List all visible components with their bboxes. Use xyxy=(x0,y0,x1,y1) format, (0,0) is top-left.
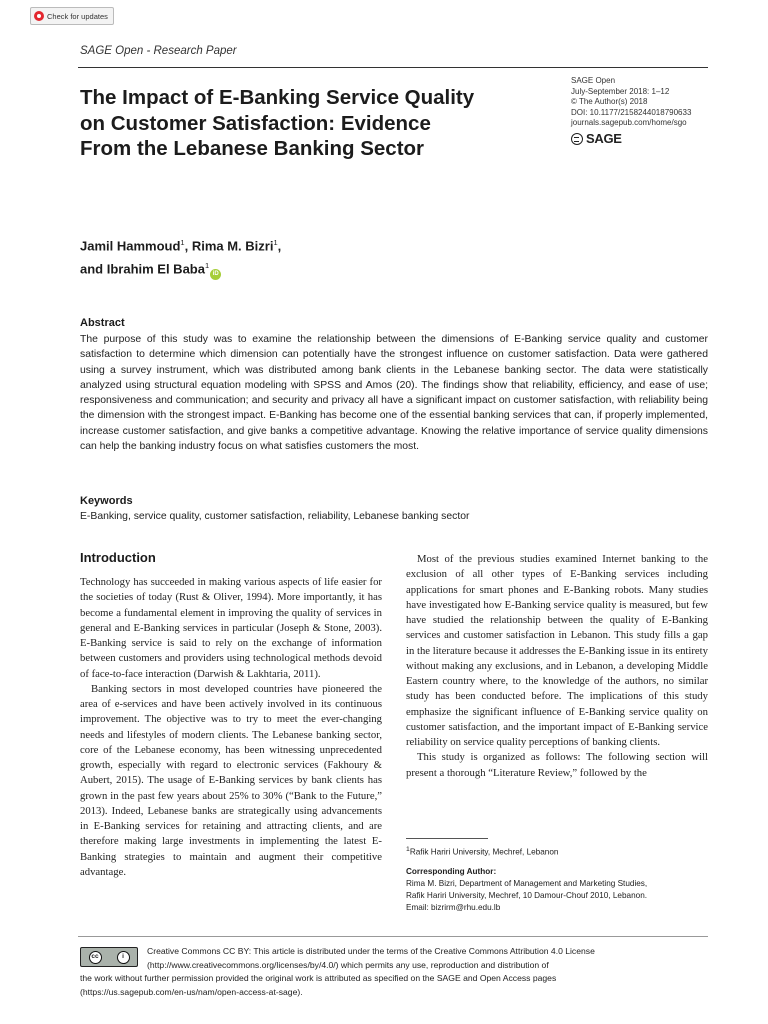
body-paragraph: Banking sectors in most developed countries have pioneered the area of e-services and have been actively involved in its continuous improvement. The objective was to try to meet the ever-changing needs and lifestyles of modern clients. The Lebanese banking sector, core of the Lebanese economy, has been witnessing unprecedented growth, especially with regard to electronic services (Fakhoury & Aubert, 2015). The usage of E-Banking services by bank clients has grown in the past few years about 25% to 30% (“Bank to the Future,” 2013). Indeed, Lebanese banks are strategically using advancements in E-Banking services for retaining and attracting clients, and are therefore making large investments in implementing the latest E-Banking strategies to maintain and augment their competitive advantage. xyxy=(80,682,382,878)
right-column xyxy=(406,552,708,781)
license-open-access-url[interactable]: (https://us.sagepub.com/en-us/nam/open-access-at-sage). xyxy=(80,986,303,997)
affiliation-marker: 1 xyxy=(273,238,278,247)
journal-info xyxy=(571,76,691,129)
license-divider xyxy=(78,936,708,937)
author-separator: , xyxy=(184,238,192,254)
check-for-updates-button[interactable] xyxy=(30,7,114,25)
journal-section-label: SAGE Open - Research Paper xyxy=(80,45,237,57)
doi-link[interactable]: DOI: 10.1177/2158244018790633 xyxy=(571,107,692,117)
header-divider xyxy=(78,67,708,68)
license-text xyxy=(80,945,690,999)
abstract-text: The purpose of this study was to examine the relationship between the dimensions of E-Banking service quality and customer satisfaction to determine which dimension can potentially have the strongest influence on customer satisfaction. Data were gathered using a survey instrument, which was distributed among bank clients in the Lebanese banking sector. The data were statistically analyzed using structural equation modeling with SPSS and Amos (20). The findings show that reliability, efficiency, and ease of use; responsiveness and communication; and security and privacy all have a significant impact on customer satisfaction, with reliability being the dimension with the strongest impact. E-Banking has become one of the essential banking services that can, if properly implemented, increase customer satisfaction, and give banks a competitive advantage. Knowing the relative importance of service quality dimensions can help the banking industry focus on what satisfies customers the most. xyxy=(80,334,708,453)
author-line-2 xyxy=(80,256,281,279)
body-paragraph: Most of the previous studies examined Internet banking to the exclusion of all other types of E-Banking services including applications for smart phones and E-Banking robots. Many studies have investigated how E-Banking service quality is measured, but few have studied the relationship between the quality of E-Banking services and customer satisfaction in Lebanon. This study fills a gap in the literature because it addresses the E-Banking issue in its entirety without making any exclusions, and in Lebanon, a developing Middle Eastern country where, to the knowledge of the authors, no similar study has been conducted before. The implications of this study emphasize the significant influence of E-Banking service quality on customer satisfaction, and the important impact of E-Banking service reliability on service quality perceptions of banking clients. xyxy=(406,553,708,748)
author-separator: , xyxy=(277,238,282,254)
body-paragraph: This study is organized as follows: The following section will present a thorough “Literature Review,” followed by the xyxy=(406,751,708,779)
orcid-icon[interactable]: iD xyxy=(210,269,221,280)
crossmark-icon xyxy=(34,11,44,21)
corresponding-line: Rima M. Bizri, Department of Management and Marketing Studies, xyxy=(406,878,648,888)
copyright: © The Author(s) 2018 xyxy=(571,97,648,107)
keywords-heading: Keywords xyxy=(80,495,133,507)
affiliation-footnote xyxy=(406,844,647,859)
license-url[interactable]: (http://www.creativecommons.org/licenses/by/4.0/) which permits any use, reproduction and distribution of xyxy=(147,959,549,970)
author-name: Rima M. Bizri xyxy=(191,238,274,254)
sage-logo-icon xyxy=(571,133,583,145)
affiliation-marker: 1 xyxy=(180,238,185,247)
author-name: and Ibrahim El Baba xyxy=(80,261,205,277)
by-icon: i xyxy=(117,951,130,964)
article-title: The Impact of E-Banking Service Quality on Customer Satisfaction: Evidence From the Lebanese Banking Sector xyxy=(80,86,475,160)
author-line-1 xyxy=(80,233,281,256)
left-column xyxy=(80,575,382,880)
journal-url[interactable]: journals.sagepub.com/home/sgo xyxy=(571,118,687,128)
sage-logo-word: SAGE xyxy=(586,131,622,146)
body-paragraph: Technology has succeeded in making various aspects of life easier for the societies of today (Rust & Oliver, 1994). More importantly, it has become a fundamental element in improving the quality of services in general and E-Banking services in particular (Joseph & Stone, 2003). E-Banking service is said to rely on the exchange of information between customers and providers using technological methods devoid of face-to-face interaction (Darwish & Lakhtaria, 2011). xyxy=(80,576,382,680)
journal-name: SAGE Open xyxy=(571,76,616,85)
license-line: Creative Commons CC BY: This article is distributed under the terms of the Creative Commons Attribution 4.0 License xyxy=(147,946,595,956)
author-list xyxy=(80,233,281,280)
sage-logo xyxy=(571,131,622,146)
abstract-heading: Abstract xyxy=(80,317,125,329)
keywords-text: E-Banking, service quality, customer satisfaction, reliability, Lebanese banking sector xyxy=(80,511,470,522)
author-name: Jamil Hammoud xyxy=(80,238,181,254)
check-for-updates-label: Check for updates xyxy=(47,11,108,21)
footnote-divider xyxy=(406,838,488,839)
license-line: the work without further permission provided the original work is attributed as specified on the SAGE and Open Access pages xyxy=(80,973,557,983)
affiliation-marker: 1 xyxy=(406,846,410,853)
journal-issue: July-September 2018: 1–12 xyxy=(571,86,670,96)
affiliation-marker: 1 xyxy=(204,261,210,271)
corresponding-line: Rafik Hariri University, Mechref, 10 Damour-Chouf 2010, Lebanon. xyxy=(406,890,648,900)
corresponding-author-heading: Corresponding Author: xyxy=(406,866,497,876)
footnotes xyxy=(406,844,647,914)
introduction-heading: Introduction xyxy=(80,550,156,565)
affiliation-text: Rafik Hariri University, Mechref, Lebanon xyxy=(409,847,559,857)
cc-icon: cc xyxy=(89,951,102,964)
corresponding-email[interactable]: Email: bizrirm@rhu.edu.lb xyxy=(406,902,501,912)
